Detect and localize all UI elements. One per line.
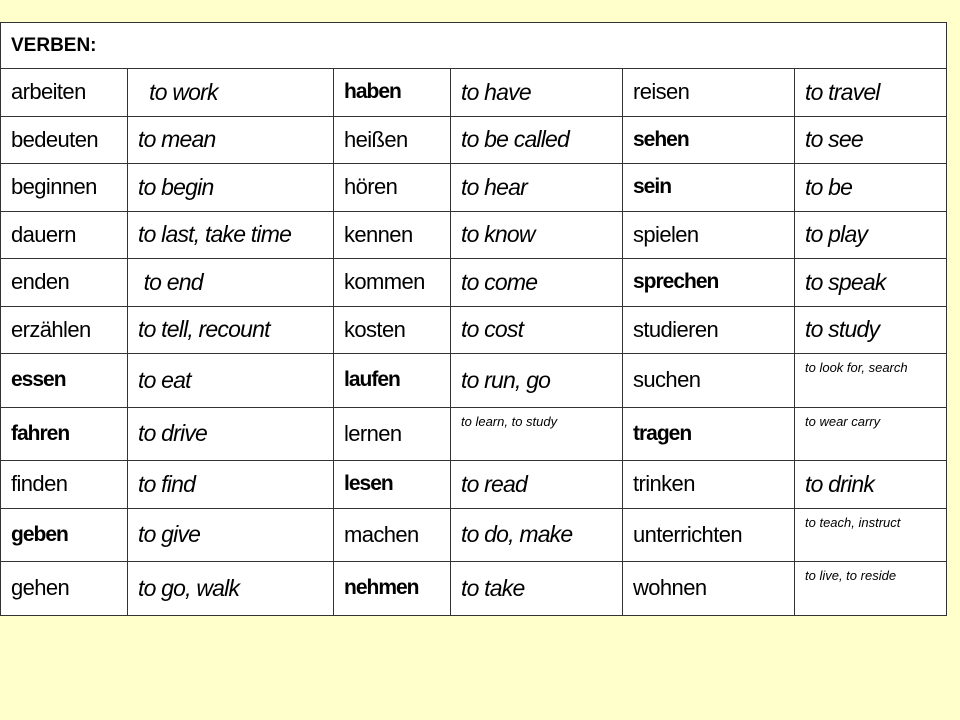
german-verb-cell: spielen <box>623 211 795 259</box>
german-verb-cell: dauern <box>1 211 128 259</box>
english-translation-cell: to find <box>128 461 334 509</box>
german-verb-cell: kommen <box>334 259 451 307</box>
english-translation-cell: to live, to reside <box>795 562 947 616</box>
table-row <box>1 562 947 616</box>
english-translation-cell: to be called <box>451 116 623 164</box>
german-verb-cell: sprechen <box>623 259 795 307</box>
english-translation-cell: to have <box>451 69 623 117</box>
german-verb-cell: hören <box>334 164 451 212</box>
english-translation-cell: to learn, to study <box>451 407 623 461</box>
german-verb-cell: sehen <box>623 116 795 164</box>
english-translation-cell: to be <box>795 164 947 212</box>
english-translation-cell: to mean <box>128 116 334 164</box>
table-row <box>1 164 947 212</box>
german-verb-cell: sein <box>623 164 795 212</box>
table-row <box>1 461 947 509</box>
german-verb-cell: kosten <box>334 306 451 354</box>
english-translation-cell: to go, walk <box>128 562 334 616</box>
english-translation-cell: to work <box>128 69 334 117</box>
english-translation-cell: to speak <box>795 259 947 307</box>
english-translation-cell: to travel <box>795 69 947 117</box>
english-translation-cell: to look for, search <box>795 354 947 408</box>
german-verb-cell: arbeiten <box>1 69 128 117</box>
german-verb-cell: studieren <box>623 306 795 354</box>
english-translation-cell: to last, take time <box>128 211 334 259</box>
english-translation-cell: to know <box>451 211 623 259</box>
german-verb-cell: haben <box>334 69 451 117</box>
verb-table <box>0 22 947 616</box>
table-row <box>1 259 947 307</box>
english-translation-cell: to drive <box>128 407 334 461</box>
german-verb-cell: bedeuten <box>1 116 128 164</box>
german-verb-cell: enden <box>1 259 128 307</box>
english-translation-cell: to study <box>795 306 947 354</box>
english-translation-cell: to drink <box>795 461 947 509</box>
german-verb-cell: fahren <box>1 407 128 461</box>
english-translation-cell: to see <box>795 116 947 164</box>
header-row <box>1 23 947 69</box>
english-translation-cell: to begin <box>128 164 334 212</box>
german-verb-cell: erzählen <box>1 306 128 354</box>
german-verb-cell: trinken <box>623 461 795 509</box>
german-verb-cell: suchen <box>623 354 795 408</box>
english-translation-cell: to read <box>451 461 623 509</box>
german-verb-cell: machen <box>334 508 451 562</box>
german-verb-cell: lesen <box>334 461 451 509</box>
german-verb-cell: unterrichten <box>623 508 795 562</box>
english-translation-cell: to wear carry <box>795 407 947 461</box>
table-row <box>1 407 947 461</box>
english-translation-cell: to end <box>128 259 334 307</box>
german-verb-cell: reisen <box>623 69 795 117</box>
english-translation-cell: to tell, recount <box>128 306 334 354</box>
german-verb-cell: nehmen <box>334 562 451 616</box>
german-verb-cell: kennen <box>334 211 451 259</box>
german-verb-cell: essen <box>1 354 128 408</box>
english-translation-cell: to come <box>451 259 623 307</box>
table-row <box>1 116 947 164</box>
table-row <box>1 69 947 117</box>
english-translation-cell: to play <box>795 211 947 259</box>
table-row <box>1 211 947 259</box>
german-verb-cell: laufen <box>334 354 451 408</box>
german-verb-cell: finden <box>1 461 128 509</box>
english-translation-cell: to give <box>128 508 334 562</box>
english-translation-cell: to hear <box>451 164 623 212</box>
german-verb-cell: heißen <box>334 116 451 164</box>
german-verb-cell: beginnen <box>1 164 128 212</box>
german-verb-cell: geben <box>1 508 128 562</box>
english-translation-cell: to teach, instruct <box>795 508 947 562</box>
english-translation-cell: to do, make <box>451 508 623 562</box>
english-translation-cell: to take <box>451 562 623 616</box>
german-verb-cell: tragen <box>623 407 795 461</box>
english-translation-cell: to run, go <box>451 354 623 408</box>
german-verb-cell: lernen <box>334 407 451 461</box>
german-verb-cell: gehen <box>1 562 128 616</box>
german-verb-cell: wohnen <box>623 562 795 616</box>
table-row <box>1 354 947 408</box>
english-translation-cell: to cost <box>451 306 623 354</box>
table-title: VERBEN: <box>1 23 947 69</box>
english-translation-cell: to eat <box>128 354 334 408</box>
table-row <box>1 508 947 562</box>
table-row <box>1 306 947 354</box>
